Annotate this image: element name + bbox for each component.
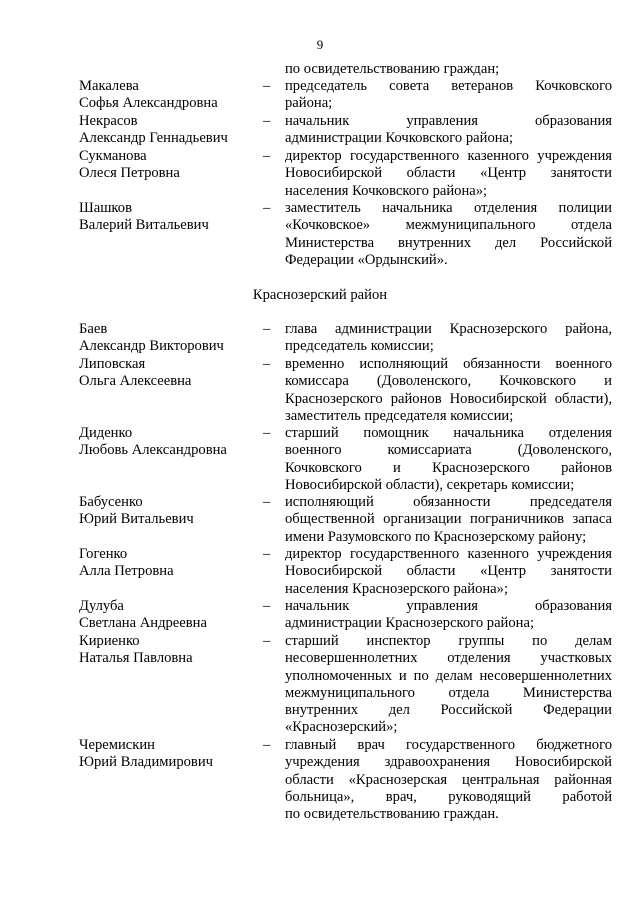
description-line: Новосибирской области «Центр занятости bbox=[285, 563, 612, 580]
member-position bbox=[285, 633, 612, 737]
dash-separator: – bbox=[263, 546, 271, 562]
member-surname: Бабусенко bbox=[79, 494, 143, 510]
description-line: уполномоченных и по делам несовершеннолетних bbox=[285, 667, 612, 684]
member-given-names: Наталья Павловна bbox=[79, 650, 193, 667]
description-line: главный врач государственного бюджетного bbox=[285, 737, 612, 753]
dash-separator: – bbox=[263, 633, 271, 649]
dash-separator: – bbox=[263, 148, 271, 164]
member-name bbox=[79, 598, 259, 633]
member-given-names: Олеся Петровна bbox=[79, 165, 180, 182]
description-line: населения Кочковского района»; bbox=[285, 182, 488, 199]
member-name bbox=[79, 737, 259, 772]
member-name bbox=[79, 321, 259, 356]
dash-separator: – bbox=[263, 737, 271, 753]
description-line: директор государственного казенного учреждения bbox=[285, 546, 612, 562]
description-line: больница», врач, руководящий работой bbox=[285, 788, 612, 805]
member-surname: Дулуба bbox=[79, 598, 124, 614]
member-given-names: Ольга Алексеевна bbox=[79, 373, 192, 390]
description-line: имени Разумовского по Краснозерскому району; bbox=[285, 528, 587, 545]
description-line: «Кочковское» межмуниципального отдела bbox=[285, 217, 612, 234]
member-name bbox=[79, 494, 259, 529]
description-line: исполняющий обязанности председателя bbox=[285, 494, 612, 510]
description-line: межмуниципального отдела Министерства bbox=[285, 684, 612, 701]
member-surname: Гогенко bbox=[79, 546, 128, 562]
member-surname: Черемискин bbox=[79, 737, 155, 753]
description-line: администрации Кочковского района; bbox=[285, 130, 514, 147]
page-number: 9 bbox=[316, 37, 324, 52]
continuation-line bbox=[285, 61, 612, 78]
member-position bbox=[285, 737, 612, 823]
description-line: заместитель председателя комиссии; bbox=[285, 407, 514, 424]
description-line: Министерства внутренних дел Российской bbox=[285, 234, 612, 251]
description-line: председатель совета ветеранов Кочковского bbox=[285, 78, 612, 94]
description-line: «Краснозерский»; bbox=[285, 719, 398, 736]
member-position bbox=[285, 148, 612, 200]
member-given-names: Юрий Владимирович bbox=[79, 754, 213, 771]
section-title: Краснозерский район bbox=[252, 287, 388, 303]
description-line: старший инспектор группы по делам bbox=[285, 633, 612, 649]
member-position bbox=[285, 356, 612, 425]
dash-separator: – bbox=[263, 321, 271, 337]
member-surname: Баев bbox=[79, 321, 108, 337]
description-line: глава администрации Краснозерского района, bbox=[285, 321, 612, 337]
description-line: внутренних дел Российской Федерации bbox=[285, 702, 612, 719]
member-surname: Диденко bbox=[79, 425, 133, 441]
dash-separator: – bbox=[263, 494, 271, 510]
description-line: Федерации «Ордынский». bbox=[285, 251, 448, 268]
member-given-names: Алла Петровна bbox=[79, 563, 174, 580]
member-surname: Липовская bbox=[79, 356, 146, 372]
dash-separator: – bbox=[263, 356, 271, 372]
description-line: по освидетельствованию граждан; bbox=[285, 61, 500, 77]
description-line: временно исполняющий обязанности военного bbox=[285, 356, 612, 372]
member-name bbox=[79, 546, 259, 581]
member-position bbox=[285, 78, 612, 113]
member-given-names: Светлана Андреевна bbox=[79, 615, 207, 632]
dash-separator: – bbox=[263, 425, 271, 441]
description-line: администрации Краснозерского района; bbox=[285, 615, 534, 632]
member-position bbox=[285, 425, 612, 494]
description-line: старший помощник начальника отделения bbox=[285, 425, 612, 441]
description-line: военного комиссариата (Доволенского, bbox=[285, 442, 612, 459]
member-position bbox=[285, 321, 612, 356]
member-position bbox=[285, 113, 612, 148]
member-position bbox=[285, 200, 612, 269]
description-line: района; bbox=[285, 95, 333, 112]
member-given-names: Софья Александровна bbox=[79, 95, 218, 112]
description-line: Новосибирской области «Центр занятости bbox=[285, 165, 612, 182]
description-line: Кочковского и Краснозерского районов bbox=[285, 459, 612, 476]
dash-separator: – bbox=[263, 200, 271, 216]
member-surname: Кириенко bbox=[79, 633, 140, 649]
description-line: директор государственного казенного учреждения bbox=[285, 148, 612, 164]
member-position bbox=[285, 598, 612, 633]
member-name bbox=[79, 425, 259, 460]
description-line: учреждения здравоохранения Новосибирской bbox=[285, 754, 612, 771]
member-position bbox=[285, 546, 612, 598]
member-surname: Сукманова bbox=[79, 148, 147, 164]
member-surname: Макалева bbox=[79, 78, 139, 94]
member-given-names: Александр Геннадьевич bbox=[79, 130, 228, 147]
member-name bbox=[79, 113, 259, 148]
description-line: комиссара (Доволенского, Кочковского и bbox=[285, 373, 612, 390]
dash-separator: – bbox=[263, 598, 271, 614]
description-line: населения Краснозерского района»; bbox=[285, 580, 509, 597]
description-line: председатель комиссии; bbox=[285, 338, 434, 355]
description-line: области «Краснозерская центральная районная bbox=[285, 771, 612, 788]
description-line: Новосибирской области), секретарь комиссии; bbox=[285, 476, 575, 493]
member-given-names: Александр Викторович bbox=[79, 338, 224, 355]
dash-separator: – bbox=[263, 113, 271, 129]
description-line: общественной организации пограничников запаса bbox=[285, 511, 612, 528]
description-line: заместитель начальника отделения полиции bbox=[285, 200, 612, 216]
member-name bbox=[79, 78, 259, 113]
dash-separator: – bbox=[263, 78, 271, 94]
member-name bbox=[79, 633, 259, 668]
description-line: Краснозерского районов Новосибирской области), bbox=[285, 390, 612, 407]
description-line: начальник управления образования bbox=[285, 598, 612, 614]
description-line: по освидетельствованию граждан. bbox=[285, 806, 499, 823]
member-position bbox=[285, 494, 612, 546]
member-given-names: Любовь Александровна bbox=[79, 442, 227, 459]
member-given-names: Юрий Витальевич bbox=[79, 511, 194, 528]
member-surname: Некрасов bbox=[79, 113, 138, 129]
member-given-names: Валерий Витальевич bbox=[79, 217, 209, 234]
description-line: несовершеннолетних отделения участковых bbox=[285, 650, 612, 667]
member-name bbox=[79, 356, 259, 391]
description-line: начальник управления образования bbox=[285, 113, 612, 129]
member-surname: Шашков bbox=[79, 200, 132, 216]
member-name bbox=[79, 200, 259, 235]
member-name bbox=[79, 148, 259, 183]
